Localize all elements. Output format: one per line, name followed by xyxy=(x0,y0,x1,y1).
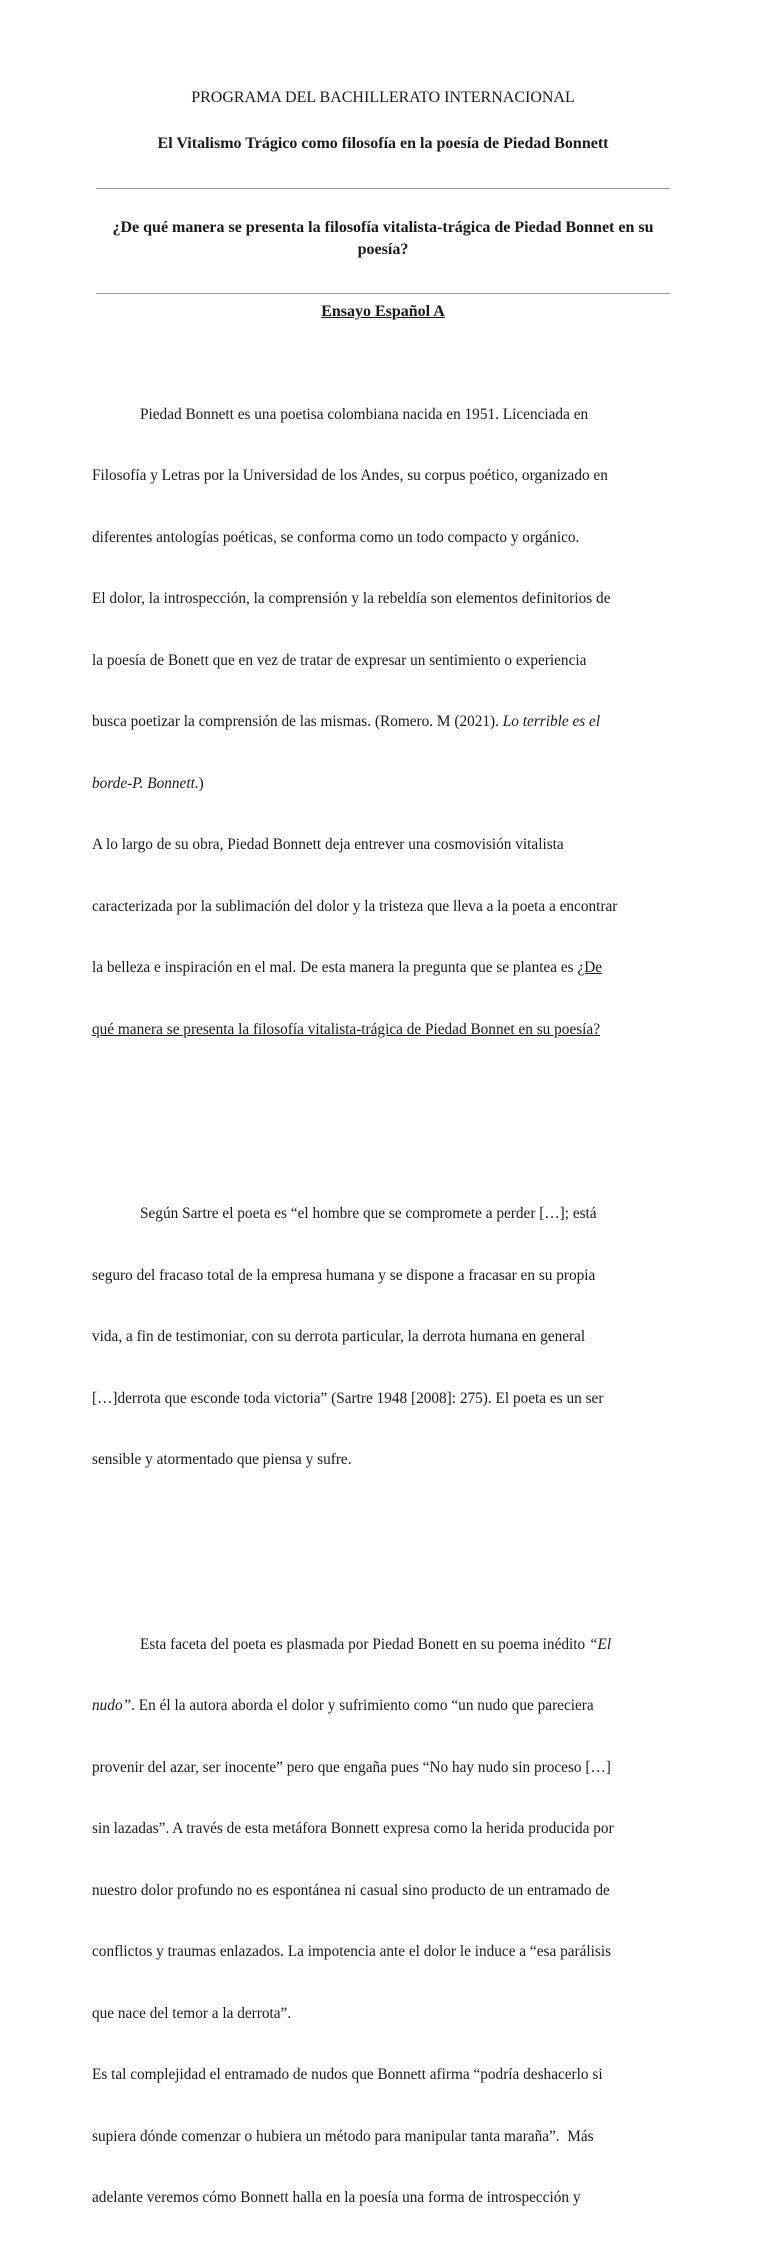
body-line: seguro del fracaso total de la empresa humana y se dispone a fracasar en su propia xyxy=(92,1266,596,1284)
body-line: nuestro dolor profundo no es espontánea ni casual sino producto de un entramado de xyxy=(92,1881,610,1899)
body-line xyxy=(92,958,676,979)
body-text: . En él la autora aborda el dolor y sufrimiento como “un nudo que pareciera xyxy=(131,1697,594,1714)
body-line: El dolor, la introspección, la comprensión y la rebeldía son elementos definitorios de xyxy=(92,590,611,607)
research-question xyxy=(96,217,670,261)
body-line xyxy=(92,712,676,733)
body-line: Filosofía y Letras por la Universidad de los Andes, su corpus poético, organizado en xyxy=(92,467,608,484)
body-line: Piedad Bonnett es una poetisa colombiana nacida en 1951. Licenciada en xyxy=(140,405,589,423)
essay-body xyxy=(92,343,676,2250)
body-line: supiera dónde comenzar o hubiera un método para manipular tanta maraña”. Más xyxy=(92,2127,594,2145)
body-line: conflictos y traumas enlazados. La impotencia ante el dolor le induce a “esa parálisis xyxy=(92,1943,612,1960)
essay-title: El Vitalismo Trágico como filosofía en la poesía de Piedad Bonnett xyxy=(157,135,609,152)
body-line: Según Sartre el poeta es “el hombre que se compromete a perder […]; está xyxy=(140,1205,597,1222)
research-question-line: poesía? xyxy=(357,241,409,258)
body-line: vida, a fin de testimoniar, con su derrota particular, la derrota humana en general xyxy=(92,1328,586,1345)
poem-title: nudo” xyxy=(92,1697,132,1714)
body-text: la belleza e inspiración en el mal. De esta manera la pregunta que se plantea es xyxy=(92,959,578,976)
body-line xyxy=(92,1696,676,1717)
body-line: A lo largo de su obra, Piedad Bonnett deja entrever una cosmovisión vitalista xyxy=(92,836,564,853)
body-text: Esta faceta del poeta es plasmada por Piedad Bonett en su poema inédito xyxy=(140,1635,589,1653)
body-line: caracterizada por la sublimación del dolor y la tristeza que lleva a la poeta a encontrar xyxy=(92,897,618,915)
body-line: sensible y atormentado que piensa y sufre. xyxy=(92,1451,352,1468)
body-line: que nace del temor a la derrota”. xyxy=(92,2004,292,2022)
paragraph-gap xyxy=(92,1532,676,1553)
body-line: provenir del azar, ser inocente” pero que engaña pues “No hay nudo sin proceso […] xyxy=(92,1758,611,1776)
body-line xyxy=(92,1635,676,1656)
body-text: ) xyxy=(198,774,204,792)
body-line xyxy=(92,774,676,795)
underlined-question: qué manera se presenta la filosofía vitalista-trágica de Piedad Bonnet en su poesía? xyxy=(92,1020,601,1038)
body-text: busca poetizar la comprensión de las mismas. (Romero. M (2021). xyxy=(92,713,503,730)
citation-title: borde-P. Bonnett. xyxy=(92,774,199,792)
paragraph-gap xyxy=(92,1102,676,1123)
underlined-question: ¿De xyxy=(577,959,603,976)
body-line: adelante veremos cómo Bonnett halla en la poesía una forma de introspección y xyxy=(92,2189,581,2206)
body-line: Es tal complejidad el entramado de nudos que Bonnett afirma “podría deshacerlo si xyxy=(92,2066,603,2083)
body-line: sin lazadas”. A través de esta metáfora Bonnett expresa como la herida producida por xyxy=(92,1820,614,1837)
section-title: Ensayo Español A xyxy=(321,303,445,320)
body-line: […]derrota que esconde toda victoria” (Sartre 1948 [2008]: 275). El poeta es un ser xyxy=(92,1389,604,1407)
poem-title: “El xyxy=(589,1635,612,1653)
body-line: la poesía de Bonett que en vez de tratar de expresar un sentimiento o experiencia xyxy=(92,651,587,669)
citation-title: Lo terrible es el xyxy=(502,713,601,730)
divider-top xyxy=(96,188,670,189)
research-question-line: ¿De qué manera se presenta la filosofía vitalista-trágica de Piedad Bonnet en su xyxy=(112,219,654,236)
divider-bottom xyxy=(96,293,670,294)
body-line: diferentes antologías poéticas, se conforma como un todo compacto y orgánico. xyxy=(92,528,580,546)
program-heading: PROGRAMA DEL BACHILLERATO INTERNACIONAL xyxy=(191,89,575,106)
